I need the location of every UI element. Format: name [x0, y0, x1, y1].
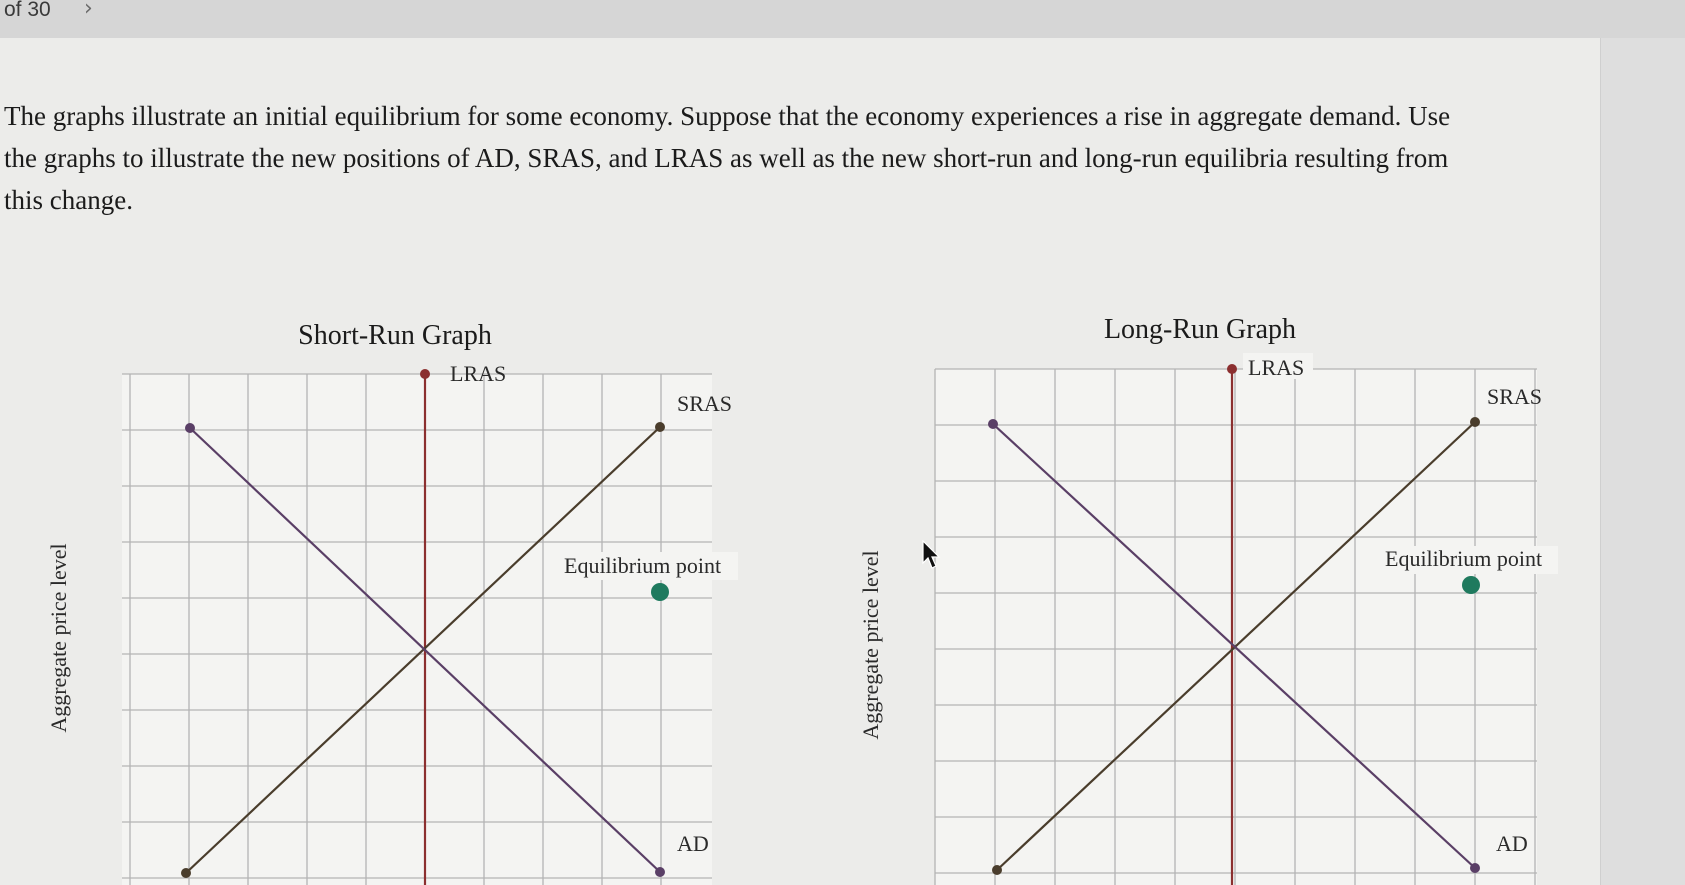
short-run-y-axis-label: Aggregate price level	[46, 543, 71, 733]
mouse-cursor-icon	[922, 540, 942, 570]
long-run-lras-label: LRAS	[1248, 355, 1305, 380]
long-run-ad-handle-bottom[interactable]	[1470, 863, 1480, 873]
short-run-title: Short-Run Graph	[298, 320, 492, 351]
short-run-equilibrium-label: Equilibrium point	[564, 553, 722, 578]
short-run-lras-label: LRAS	[450, 361, 507, 386]
short-run-lras-handle[interactable]	[420, 369, 430, 379]
long-run-graph	[858, 314, 1558, 885]
long-run-equilibrium-label: Equilibrium point	[1385, 546, 1543, 571]
long-run-sras-handle-bottom[interactable]	[992, 865, 1002, 875]
chevron-right-icon[interactable]: ›	[84, 0, 93, 21]
short-run-ad-handle-bottom[interactable]	[655, 867, 665, 877]
short-run-sras-label: SRAS	[677, 391, 733, 416]
short-run-equilibrium-point[interactable]	[651, 583, 669, 601]
long-run-plot-area[interactable]	[935, 369, 1537, 885]
short-run-sras-handle-top[interactable]	[655, 422, 665, 432]
long-run-ad-handle-top[interactable]	[988, 419, 998, 429]
long-run-lras-handle[interactable]	[1227, 364, 1237, 374]
long-run-equilibrium-point[interactable]	[1462, 576, 1480, 594]
question-text: The graphs illustrate an initial equilibrium for some economy. Suppose that the economy experiences a rise in aggregate demand. Use the graphs to illustrate the new positions of AD, SRAS, and LRAS as well as the new short-run and long-run equilibria resulting from this change.	[4, 101, 1451, 215]
long-run-y-axis-label: Aggregate price level	[858, 550, 883, 740]
short-run-ad-label: AD	[677, 831, 709, 856]
long-run-title: Long-Run Graph	[1103, 314, 1297, 345]
short-run-graph	[46, 320, 738, 885]
long-run-sras-label: SRAS	[1487, 384, 1543, 409]
long-run-ad-label: AD	[1496, 831, 1528, 856]
short-run-sras-handle-bottom[interactable]	[181, 868, 191, 878]
long-run-sras-handle-top[interactable]	[1470, 417, 1480, 427]
page-counter: of 30	[4, 0, 51, 21]
short-run-plot-area[interactable]	[122, 374, 712, 885]
short-run-ad-handle-top[interactable]	[185, 423, 195, 433]
